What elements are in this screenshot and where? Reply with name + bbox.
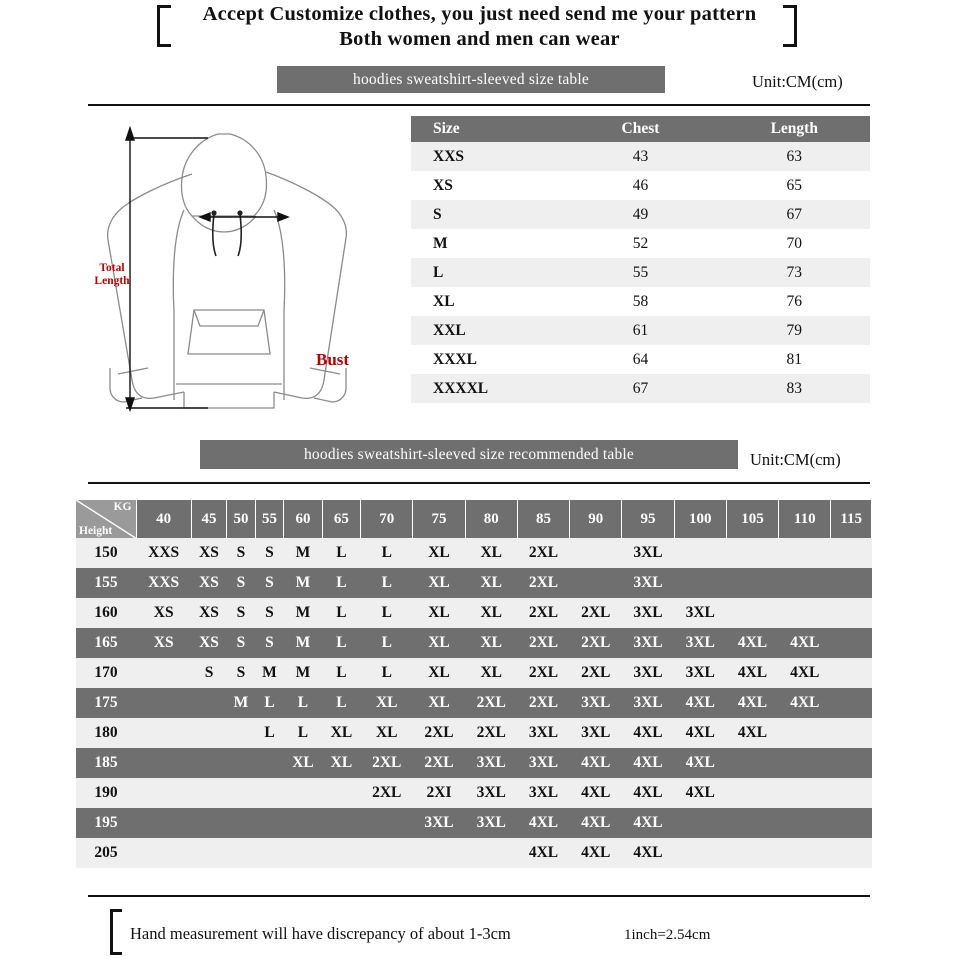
size-table-header-row bbox=[411, 116, 870, 142]
size-cell bbox=[255, 808, 284, 838]
size-cell bbox=[570, 568, 622, 598]
weight-col-header: 70 bbox=[361, 500, 413, 538]
size-table bbox=[411, 116, 870, 416]
table-row bbox=[411, 142, 870, 171]
cell-chest: 67 bbox=[562, 374, 718, 403]
size-cell: 3XL bbox=[622, 568, 674, 598]
size-cell: L bbox=[322, 628, 360, 658]
size-cell bbox=[284, 778, 322, 808]
size-cell bbox=[831, 628, 872, 658]
table-row bbox=[76, 748, 872, 778]
bust-label: Bust bbox=[316, 350, 350, 369]
size-cell: 2XI bbox=[413, 778, 465, 808]
size-cell bbox=[136, 718, 191, 748]
size-cell bbox=[831, 808, 872, 838]
cell-chest: 64 bbox=[562, 345, 718, 374]
cell-size: XXS bbox=[411, 142, 562, 171]
weight-col-header: 85 bbox=[517, 500, 569, 538]
size-cell: 3XL bbox=[622, 658, 674, 688]
size-cell: 4XL bbox=[726, 718, 778, 748]
size-cell: 2XL bbox=[517, 658, 569, 688]
size-cell: 3XL bbox=[465, 748, 517, 778]
cell-length: 73 bbox=[719, 258, 870, 287]
footer-bracket bbox=[110, 909, 122, 955]
header-line-1: Accept Customize clothes, you just need send me your pattern bbox=[202, 3, 757, 25]
height-row-header: 160 bbox=[76, 598, 136, 628]
recommended-grid bbox=[76, 500, 872, 868]
cell-size: M bbox=[411, 229, 562, 258]
size-cell bbox=[227, 748, 256, 778]
size-cell: 2XL bbox=[570, 628, 622, 658]
size-cell: XL bbox=[413, 568, 465, 598]
size-cell bbox=[136, 748, 191, 778]
inch-conversion-note: 1inch=2.54cm bbox=[624, 927, 711, 943]
size-cell: 4XL bbox=[674, 748, 726, 778]
cell-size: S bbox=[411, 200, 562, 229]
size-cell: 2XL bbox=[517, 598, 569, 628]
size-cell: 2XL bbox=[465, 718, 517, 748]
size-cell bbox=[136, 688, 191, 718]
size-cell bbox=[779, 778, 831, 808]
size-cell: M bbox=[284, 658, 322, 688]
size-cell bbox=[831, 838, 872, 868]
cell-size: XXL bbox=[411, 316, 562, 345]
size-cell bbox=[726, 838, 778, 868]
height-row-header: 190 bbox=[76, 778, 136, 808]
size-cell: 3XL bbox=[622, 688, 674, 718]
size-cell bbox=[227, 778, 256, 808]
divider-bottom bbox=[88, 895, 870, 897]
size-cell bbox=[227, 838, 256, 868]
height-row-header: 170 bbox=[76, 658, 136, 688]
table-row bbox=[76, 568, 872, 598]
size-cell: XL bbox=[413, 688, 465, 718]
size-cell: 3XL bbox=[570, 718, 622, 748]
weight-col-header: 90 bbox=[570, 500, 622, 538]
table-row bbox=[411, 258, 870, 287]
height-row-header: 175 bbox=[76, 688, 136, 718]
size-cell bbox=[831, 748, 872, 778]
size-cell: XL bbox=[465, 628, 517, 658]
size-cell bbox=[726, 748, 778, 778]
cell-chest: 43 bbox=[562, 142, 718, 171]
size-cell bbox=[674, 838, 726, 868]
size-cell bbox=[831, 658, 872, 688]
size-cell: 4XL bbox=[726, 628, 778, 658]
weight-col-header: 40 bbox=[136, 500, 191, 538]
size-cell bbox=[831, 538, 872, 568]
size-cell bbox=[779, 598, 831, 628]
size-cell: S bbox=[255, 598, 284, 628]
size-cell bbox=[136, 838, 191, 868]
size-cell bbox=[322, 778, 360, 808]
recommended-table-title: hoodies sweatshirt-sleeved size recommended table bbox=[200, 440, 738, 469]
weight-col-header: 75 bbox=[413, 500, 465, 538]
size-cell: XS bbox=[191, 568, 226, 598]
size-cell: 2XL bbox=[361, 748, 413, 778]
size-cell: 4XL bbox=[779, 658, 831, 688]
size-cell: XS bbox=[191, 538, 226, 568]
recommended-table-unit: Unit:CM(cm) bbox=[750, 450, 841, 469]
size-cell bbox=[191, 808, 226, 838]
size-cell: S bbox=[191, 658, 226, 688]
table-row bbox=[76, 838, 872, 868]
size-cell: M bbox=[227, 688, 256, 718]
table-row bbox=[411, 200, 870, 229]
size-cell: 4XL bbox=[570, 808, 622, 838]
size-cell bbox=[255, 778, 284, 808]
table-row bbox=[76, 718, 872, 748]
cell-length: 83 bbox=[719, 374, 870, 403]
cell-size: XS bbox=[411, 171, 562, 200]
size-cell: M bbox=[255, 658, 284, 688]
size-cell bbox=[726, 538, 778, 568]
size-cell: 2XL bbox=[517, 568, 569, 598]
size-cell: 2XL bbox=[570, 658, 622, 688]
size-cell: M bbox=[284, 538, 322, 568]
weight-col-header: 55 bbox=[255, 500, 284, 538]
weight-col-header: 110 bbox=[779, 500, 831, 538]
cell-length: 76 bbox=[719, 287, 870, 316]
table-row bbox=[76, 538, 872, 568]
size-cell: L bbox=[322, 658, 360, 688]
weight-col-header: 105 bbox=[726, 500, 778, 538]
cell-size: XXXXL bbox=[411, 374, 562, 403]
size-cell bbox=[726, 778, 778, 808]
size-cell bbox=[465, 838, 517, 868]
height-row-header: 180 bbox=[76, 718, 136, 748]
height-axis-label: Height bbox=[79, 525, 113, 537]
size-cell: XL bbox=[465, 598, 517, 628]
table-row bbox=[76, 598, 872, 628]
cell-size: XXXL bbox=[411, 345, 562, 374]
size-cell: 4XL bbox=[674, 688, 726, 718]
size-cell: XL bbox=[361, 688, 413, 718]
size-cell: L bbox=[361, 628, 413, 658]
page-header bbox=[0, 0, 959, 52]
size-cell: 4XL bbox=[517, 808, 569, 838]
table-row bbox=[76, 658, 872, 688]
cell-size: L bbox=[411, 258, 562, 287]
size-cell: XL bbox=[284, 748, 322, 778]
size-cell bbox=[361, 838, 413, 868]
weight-col-header: 95 bbox=[622, 500, 674, 538]
recommended-grid-body bbox=[76, 538, 872, 868]
recommended-header-row bbox=[76, 500, 872, 538]
weight-col-header: 60 bbox=[284, 500, 322, 538]
size-cell bbox=[136, 658, 191, 688]
size-table-col-chest: Chest bbox=[562, 116, 718, 142]
cell-length: 67 bbox=[719, 200, 870, 229]
size-cell: M bbox=[284, 598, 322, 628]
size-cell bbox=[570, 538, 622, 568]
size-cell: 2XL bbox=[517, 628, 569, 658]
size-table-title: hoodies sweatshirt-sleeved size table bbox=[277, 66, 665, 93]
size-cell: XS bbox=[191, 598, 226, 628]
height-row-header: 155 bbox=[76, 568, 136, 598]
size-cell: L bbox=[361, 568, 413, 598]
table-row bbox=[76, 778, 872, 808]
size-cell: 3XL bbox=[517, 778, 569, 808]
size-cell bbox=[322, 838, 360, 868]
size-cell: 4XL bbox=[622, 718, 674, 748]
size-cell bbox=[831, 568, 872, 598]
size-cell bbox=[779, 808, 831, 838]
size-cell: L bbox=[361, 598, 413, 628]
size-cell bbox=[413, 838, 465, 868]
size-cell: 2XL bbox=[517, 538, 569, 568]
weight-col-header: 100 bbox=[674, 500, 726, 538]
size-cell: 4XL bbox=[622, 748, 674, 778]
size-cell: 4XL bbox=[779, 688, 831, 718]
size-cell: 3XL bbox=[413, 808, 465, 838]
size-cell: XL bbox=[322, 718, 360, 748]
size-cell bbox=[191, 748, 226, 778]
size-cell: L bbox=[322, 688, 360, 718]
size-cell: XS bbox=[191, 628, 226, 658]
size-cell bbox=[674, 538, 726, 568]
weight-col-header: 80 bbox=[465, 500, 517, 538]
size-cell bbox=[361, 808, 413, 838]
cell-chest: 49 bbox=[562, 200, 718, 229]
size-cell bbox=[136, 778, 191, 808]
size-cell: 3XL bbox=[622, 628, 674, 658]
size-cell: 4XL bbox=[622, 778, 674, 808]
weight-col-header: 45 bbox=[191, 500, 226, 538]
cell-length: 65 bbox=[719, 171, 870, 200]
size-cell: 2XL bbox=[570, 598, 622, 628]
size-cell: XL bbox=[413, 628, 465, 658]
size-cell: L bbox=[361, 658, 413, 688]
size-cell bbox=[227, 718, 256, 748]
size-cell: 2XL bbox=[465, 688, 517, 718]
table-row bbox=[411, 345, 870, 374]
size-cell bbox=[779, 838, 831, 868]
height-row-header: 150 bbox=[76, 538, 136, 568]
height-row-header: 195 bbox=[76, 808, 136, 838]
axis-corner-cell bbox=[76, 500, 136, 538]
weight-col-header: 50 bbox=[227, 500, 256, 538]
size-table-unit: Unit:CM(cm) bbox=[752, 72, 843, 91]
size-cell: XL bbox=[413, 538, 465, 568]
size-cell: M bbox=[284, 628, 322, 658]
size-cell: L bbox=[322, 598, 360, 628]
weight-col-header: 65 bbox=[322, 500, 360, 538]
size-table-footer-bar bbox=[411, 403, 870, 416]
size-cell: S bbox=[227, 568, 256, 598]
size-cell: L bbox=[255, 718, 284, 748]
size-cell: 3XL bbox=[570, 688, 622, 718]
size-cell: 4XL bbox=[779, 628, 831, 658]
size-cell: 3XL bbox=[674, 598, 726, 628]
size-cell: 3XL bbox=[622, 538, 674, 568]
divider-top bbox=[88, 104, 870, 106]
size-cell: 4XL bbox=[622, 808, 674, 838]
size-cell bbox=[191, 688, 226, 718]
size-cell: S bbox=[227, 598, 256, 628]
size-cell: XL bbox=[465, 568, 517, 598]
size-cell: XL bbox=[322, 748, 360, 778]
size-cell bbox=[284, 808, 322, 838]
size-cell: 4XL bbox=[726, 688, 778, 718]
size-cell: L bbox=[322, 568, 360, 598]
weight-axis-label: KG bbox=[113, 501, 132, 513]
height-row-header: 185 bbox=[76, 748, 136, 778]
size-table-col-length: Length bbox=[719, 116, 870, 142]
size-cell: 3XL bbox=[517, 748, 569, 778]
cell-chest: 46 bbox=[562, 171, 718, 200]
size-cell bbox=[322, 808, 360, 838]
size-cell bbox=[191, 778, 226, 808]
size-cell: S bbox=[227, 628, 256, 658]
table-row bbox=[411, 316, 870, 345]
size-table-body bbox=[411, 142, 870, 416]
size-table-col-size: Size bbox=[411, 116, 562, 142]
size-cell bbox=[831, 598, 872, 628]
size-cell: 4XL bbox=[622, 838, 674, 868]
size-cell: S bbox=[255, 568, 284, 598]
size-cell bbox=[674, 568, 726, 598]
size-cell: XXS bbox=[136, 538, 191, 568]
size-cell: 4XL bbox=[674, 778, 726, 808]
size-cell bbox=[227, 808, 256, 838]
size-cell: 2XL bbox=[413, 718, 465, 748]
size-cell bbox=[191, 838, 226, 868]
table-row bbox=[76, 808, 872, 838]
total-length-label: Total Length bbox=[94, 262, 130, 287]
size-cell: S bbox=[255, 628, 284, 658]
size-cell bbox=[726, 568, 778, 598]
cell-chest: 55 bbox=[562, 258, 718, 287]
table-row bbox=[411, 374, 870, 403]
size-cell: XL bbox=[413, 598, 465, 628]
size-cell bbox=[779, 538, 831, 568]
table-row bbox=[411, 171, 870, 200]
cell-chest: 52 bbox=[562, 229, 718, 258]
size-cell bbox=[726, 808, 778, 838]
size-cell bbox=[779, 718, 831, 748]
size-cell: XL bbox=[465, 538, 517, 568]
table-row bbox=[76, 688, 872, 718]
table-row bbox=[76, 628, 872, 658]
size-cell: 4XL bbox=[570, 838, 622, 868]
size-cell: 2XL bbox=[361, 778, 413, 808]
size-cell bbox=[191, 718, 226, 748]
size-cell: 4XL bbox=[570, 778, 622, 808]
size-cell: L bbox=[284, 718, 322, 748]
weight-col-header: 115 bbox=[831, 500, 872, 538]
size-cell: 3XL bbox=[622, 598, 674, 628]
size-cell: 2XL bbox=[413, 748, 465, 778]
size-cell: 3XL bbox=[465, 808, 517, 838]
size-cell bbox=[779, 568, 831, 598]
table-row bbox=[411, 229, 870, 258]
cell-chest: 61 bbox=[562, 316, 718, 345]
size-cell: L bbox=[361, 538, 413, 568]
size-cell: 4XL bbox=[674, 718, 726, 748]
size-cell: 3XL bbox=[674, 628, 726, 658]
size-cell: S bbox=[227, 538, 256, 568]
size-cell: 2XL bbox=[517, 688, 569, 718]
table-row bbox=[411, 287, 870, 316]
size-cell bbox=[136, 808, 191, 838]
size-cell bbox=[255, 748, 284, 778]
size-cell: 4XL bbox=[517, 838, 569, 868]
cell-length: 70 bbox=[719, 229, 870, 258]
size-cell bbox=[831, 778, 872, 808]
size-cell bbox=[255, 838, 284, 868]
size-cell: M bbox=[284, 568, 322, 598]
size-cell: S bbox=[255, 538, 284, 568]
size-cell: XL bbox=[465, 658, 517, 688]
size-cell bbox=[831, 718, 872, 748]
size-cell: XXS bbox=[136, 568, 191, 598]
size-cell: XS bbox=[136, 598, 191, 628]
size-cell bbox=[831, 688, 872, 718]
height-row-header: 165 bbox=[76, 628, 136, 658]
measurement-note: Hand measurement will have discrepancy of about 1-3cm bbox=[130, 924, 511, 943]
height-row-header: 205 bbox=[76, 838, 136, 868]
size-cell: XL bbox=[361, 718, 413, 748]
size-cell: XL bbox=[413, 658, 465, 688]
size-cell bbox=[726, 598, 778, 628]
size-cell: 4XL bbox=[726, 658, 778, 688]
size-cell: 3XL bbox=[674, 658, 726, 688]
size-cell: L bbox=[255, 688, 284, 718]
size-cell bbox=[674, 808, 726, 838]
size-cell: S bbox=[227, 658, 256, 688]
size-cell bbox=[779, 748, 831, 778]
header-text-block bbox=[0, 2, 959, 52]
recommended-size-table bbox=[76, 500, 872, 868]
cell-size: XL bbox=[411, 287, 562, 316]
size-cell: L bbox=[322, 538, 360, 568]
size-cell: 4XL bbox=[570, 748, 622, 778]
size-cell: 3XL bbox=[517, 718, 569, 748]
header-line-2: Both women and men can wear bbox=[339, 28, 620, 50]
cell-length: 79 bbox=[719, 316, 870, 345]
size-cell: 3XL bbox=[465, 778, 517, 808]
divider-middle bbox=[88, 482, 870, 484]
size-cell bbox=[284, 838, 322, 868]
size-cell: XS bbox=[136, 628, 191, 658]
cell-length: 63 bbox=[719, 142, 870, 171]
size-cell: L bbox=[284, 688, 322, 718]
cell-chest: 58 bbox=[562, 287, 718, 316]
cell-length: 81 bbox=[719, 345, 870, 374]
